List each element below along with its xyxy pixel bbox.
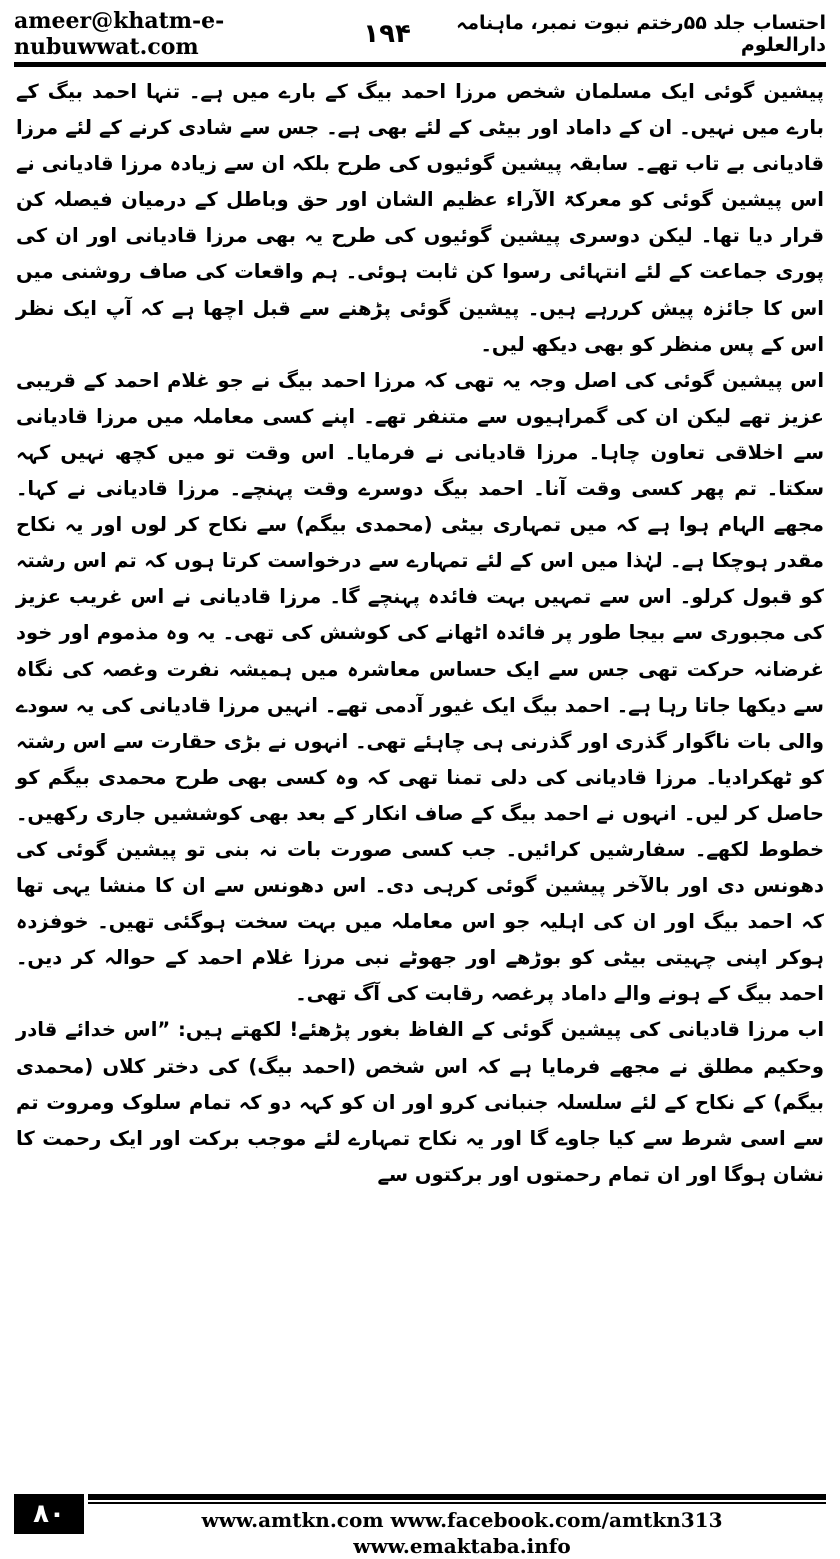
footer-rule-thin <box>88 1502 826 1504</box>
article-body <box>16 74 824 1193</box>
footer-page-number: ۸۰ <box>14 1494 84 1534</box>
header-publication-title: احتساب جلد ۵۵رختم نبوت نمبر، ماہنامہ دارالعلوم <box>456 12 826 56</box>
page-footer <box>14 1494 826 1558</box>
header-page-number: ۱۹۴ <box>363 19 411 49</box>
header-email[interactable]: ameer@khatm-e-nubuwwat.com <box>14 8 225 60</box>
footer-links[interactable]: www.amtkn.com www.facebook.com/amtkn313 www.emaktaba.info <box>201 1508 723 1558</box>
header-publication-group <box>363 12 826 56</box>
footer-rule-thick <box>88 1494 826 1500</box>
page-header <box>14 10 826 58</box>
paragraph-2: اس پیشین گوئی کی اصل وجہ یہ تھی کہ مرزا احمد بیگ نے جو غلام احمد کے قریبی عزیز تھے لیکن ان کی گمراہیوں سے متنفر تھے۔ اپنے کسی معاملہ میں مرزا قادیانی سے اخلاقی تعاون چاہا۔ مرزا قادیانی نے فرمایا۔ اس وقت تو میں کچھ نہیں کہہ سکتا۔ تم پھر کسی وقت آنا۔ احمد بیگ دوسرے وقت پہنچے۔ مرزا قادیانی نے کہا۔ مجھے الہام ہوا ہے کہ میں تمہاری بیٹی (محمدی بیگم) سے نکاح کر لوں اور یہ نکاح مقدر ہوچکا ہے۔ لہٰذا میں اس کے لئے تمہارے سے درخواست کرتا ہوں کہ تم اس رشتہ کو قبول کرلو۔ اس سے تمہیں بہت فائدہ پہنچے گا۔ مرزا قادیانی نے اس غریب عزیز کی مجبوری سے بیجا طور پر فائدہ اٹھانے کی کوشش کی تھی۔ یہ وہ مذموم اور خود غرضانہ حرکت تھی جس سے ایک حساس معاشرہ میں ہمیشہ نفرت وغصہ کی نگاہ سے دیکھا جاتا رہا ہے۔ احمد بیگ ایک غیور آدمی تھے۔ انہیں مرزا قادیانی کی یہ سودے والی بات ناگوار گذری اور گذرنی ہی چاہئے تھی۔ انہوں نے بڑی حقارت سے اس رشتہ کو ٹھکرادیا۔ مرزا قادیانی کی دلی تمنا تھی کہ وہ کسی بھی طرح محمدی بیگم کو حاصل کر لیں۔ انہوں نے احمد بیگ کے صاف انکار کے بعد بھی کوششیں جاری رکھیں۔ خطوط لکھے۔ سفارشیں کرائیں۔ جب کسی صورت بات نہ بنی تو پیشین گوئی کی دھونس دی اور بالآخر پیشین گوئی کرہی دی۔ اس دھونس سے ان کا منشا یہی تھا کہ احمد بیگ اور ان کی اہلیہ جو اس معاملہ میں بہت سخت ہوگئی تھیں۔ خوفزدہ ہوکر اپنی چہیتی بیٹی کو بوڑھے اور جھوٹے نبی مرزا غلام احمد کے حوالہ کر دیں۔ احمد بیگ کے ہونے والے داماد پرغصہ رقابت کی آگ تھی۔ <box>16 368 824 1006</box>
header-rule <box>14 62 826 67</box>
paragraph-1: پیشین گوئی ایک مسلمان شخص مرزا احمد بیگ کے بارے میں ہے۔ تنہا احمد بیگ کے بارے میں نہیں۔ ان کے داماد اور بیٹی کے لئے بھی ہے۔ جس سے شادی کرنے کے لئے مرزا قادیانی بے تاب تھے۔ سابقہ پیشین گوئیوں کی طرح بلکہ ان سے زیادہ مرزا قادیانی نے اس پیشین گوئی کو معرکۃ الآراء عظیم الشان اور حق وباطل کے درمیان فیصلہ کن قرار دیا تھا۔ لیکن دوسری پیشین گوئیوں کی طرح یہ بھی مرزا قادیانی اور ان کی پوری جماعت کے لئے انتہائی رسوا کن ثابت ہوئی۔ ہم واقعات کی صاف روشنی میں اس کا جائزہ پیش کررہے ہیں۔ پیشین گوئی پڑھنے سے قبل اچھا ہے کہ آپ ایک نظر اس کے پس منظر کو بھی دیکھ لیں۔ <box>16 80 824 356</box>
paragraph-3: اب مرزا قادیانی کی پیشین گوئی کے الفاظ بغور پڑھئے! لکھتے ہیں: ”اس خدائے قادر وحکیم مطلق نے مجھے فرمایا ہے کہ اس شخص (احمد بیگ) کی دختر کلاں (محمدی بیگم) کے نکاح کے لئے سلسلہ جنبانی کرو اور ان کو کہہ دو کہ تمام سلوک ومروت تم سے اسی شرط سے کیا جاوے گا اور یہ نکاح تمہارے لئے موجب برکت اور ایک رحمت کا نشان ہوگا اور ان تمام رحمتوں اور برکتوں سے <box>16 1018 824 1186</box>
